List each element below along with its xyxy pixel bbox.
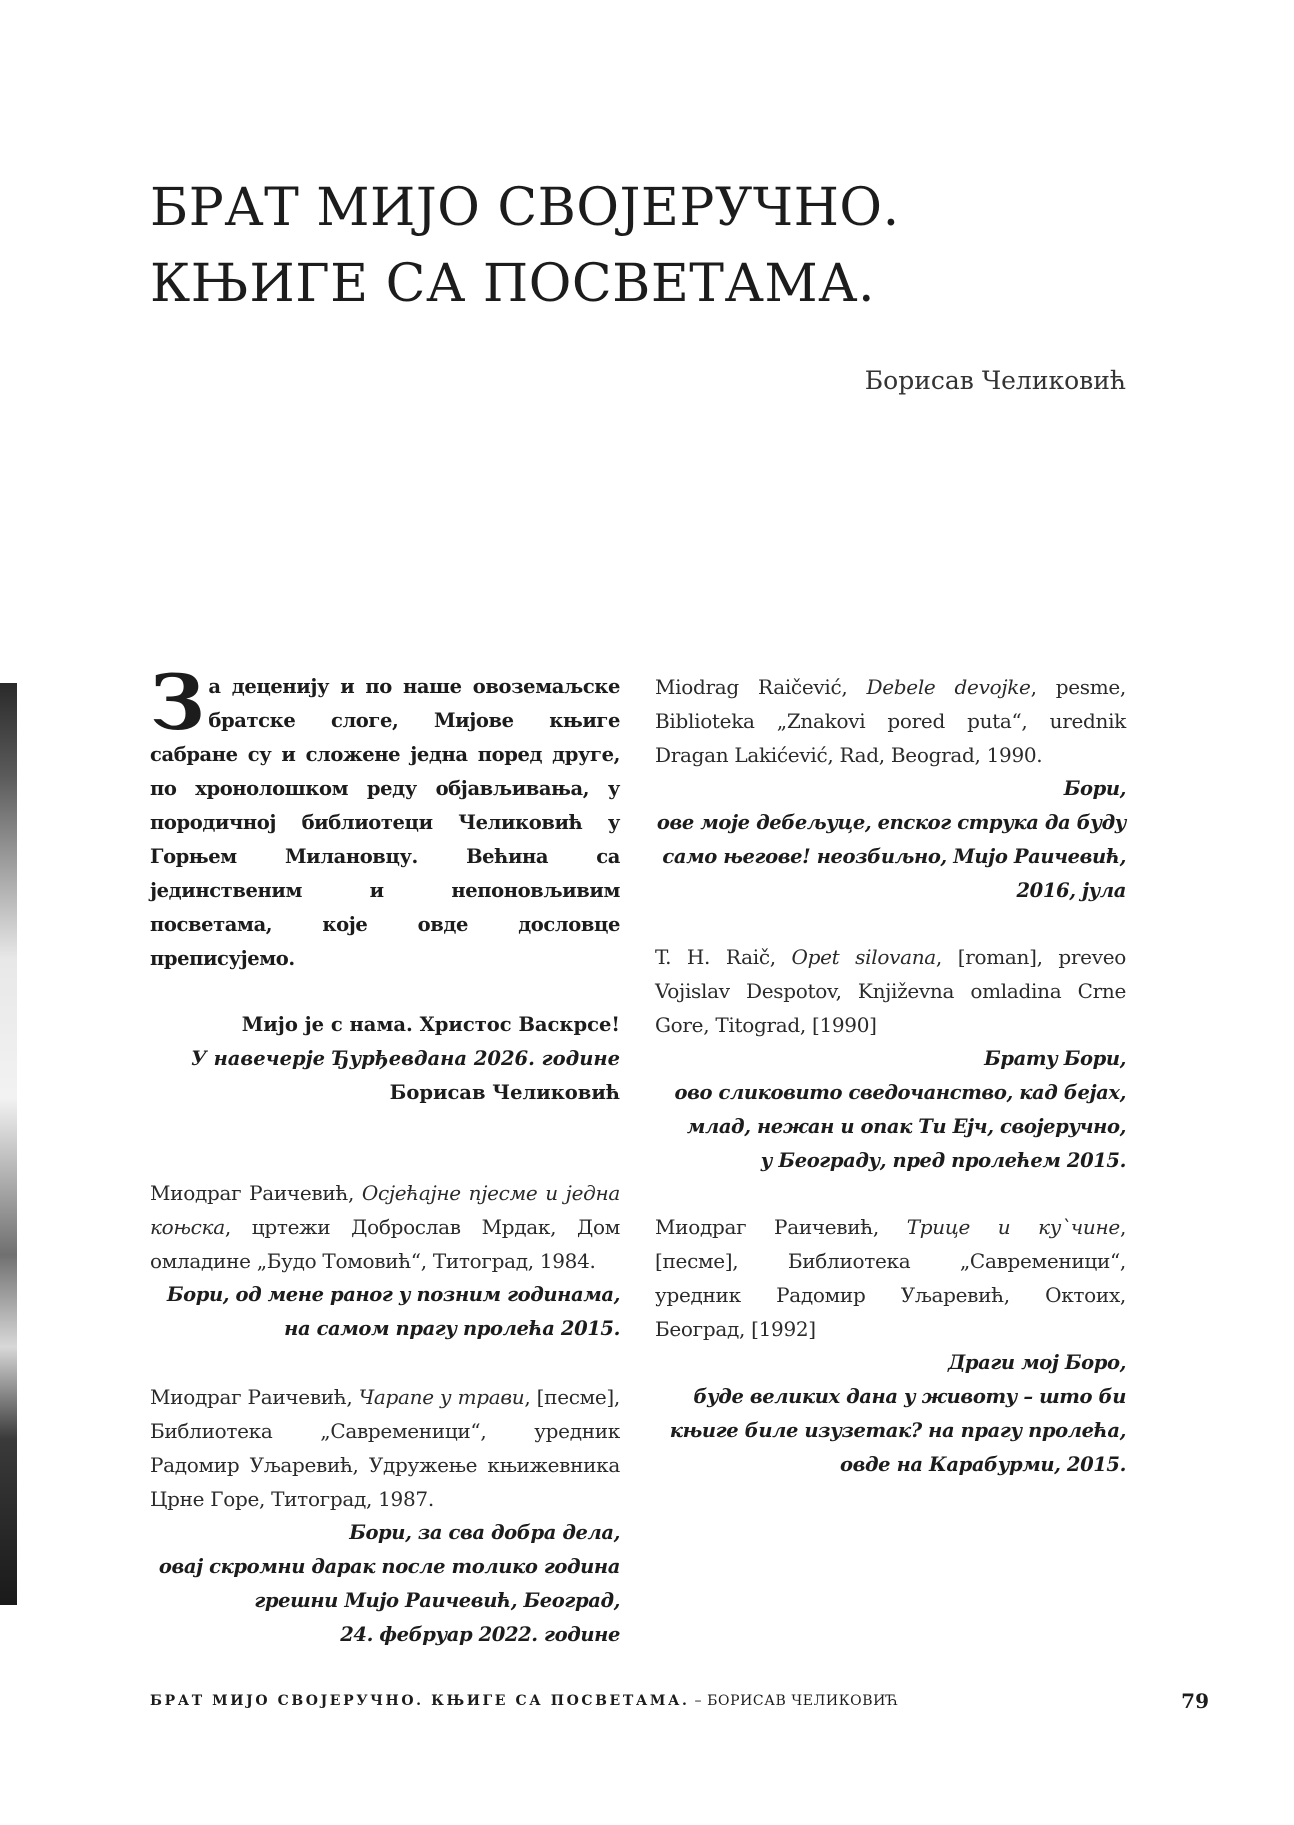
page-number: 79 bbox=[1181, 1689, 1209, 1713]
book-entry bbox=[655, 1210, 1126, 1346]
entry-details: , [песме], Библиотека „Савременици“, уредник Радомир Уљаревић, Удружење књижевника Црне Горе, Титоград, 1987. bbox=[150, 1385, 620, 1511]
right-column bbox=[655, 670, 1126, 1482]
book-entry bbox=[655, 670, 1126, 772]
entry-author: Миодраг Раичевић, bbox=[655, 1215, 907, 1239]
dedication-line: овде на Карабурми, 2015. bbox=[840, 1453, 1126, 1476]
entry-author: Миодраг Раичевић, bbox=[150, 1385, 359, 1409]
signature-line-1: Мијо је с нама. Христос Васкрсе! bbox=[241, 1013, 620, 1036]
entry-author: Miodrag Raičević, bbox=[655, 675, 867, 699]
dedication-line: млад, нежан и опак Ти Ејч, својеручно, bbox=[686, 1115, 1126, 1138]
dedication-line: Бори, од мене раног у позним годинама, bbox=[166, 1283, 620, 1306]
dedication bbox=[655, 1042, 1126, 1178]
entry-details: , цртежи Доброслав Мрдак, Дом омладине „Будо Томовић“, Титоград, 1984. bbox=[150, 1215, 620, 1273]
running-footer bbox=[150, 1693, 899, 1709]
title-line-2: КЊИГЕ СА ПОСВЕТАМА. bbox=[150, 254, 876, 314]
dedication-line: Брату Бори, bbox=[984, 1047, 1126, 1070]
signature-line-3: Борисав Челиковић bbox=[389, 1081, 620, 1104]
entry-details: , [песме], Библиотека „Савременици“, уредник Радомир Уљаревић, Октоих, Београд, [1992] bbox=[655, 1215, 1126, 1341]
dedication bbox=[655, 1346, 1126, 1482]
dedication-line: 24. фебруар 2022. године bbox=[340, 1623, 620, 1646]
entry-author: Миодраг Раичевић, bbox=[150, 1181, 362, 1205]
book-entry bbox=[655, 940, 1126, 1042]
footer-author: – БОРИСАВ ЧЕЛИКОВИЋ bbox=[689, 1693, 899, 1709]
entry-details: , pesme, Biblioteka „Znakovi pored puta“, urednik Dragan Lakićević, Rad, Beograd, 1990. bbox=[655, 675, 1126, 767]
dedication bbox=[655, 772, 1126, 908]
entry-title: Opet silovana bbox=[791, 945, 936, 969]
entry-author: T. H. Raič, bbox=[655, 945, 792, 969]
dedication-line: ово сликовито сведочанство, кад бејах, bbox=[674, 1081, 1126, 1104]
dedication-line: Бори, за сва добра дела, bbox=[349, 1521, 620, 1544]
dedication-line: на самом прагу пролећа 2015. bbox=[284, 1317, 620, 1340]
author-name: Борисав Челиковић bbox=[864, 366, 1126, 395]
left-column bbox=[150, 658, 620, 1652]
drop-cap: З bbox=[150, 658, 205, 747]
dedication-line: 2016, јула bbox=[1016, 879, 1126, 902]
entry-title: Трице и ку`чине bbox=[906, 1215, 1120, 1239]
dedication-line: овај скромни дарак после толико година bbox=[158, 1555, 620, 1578]
editor-signature bbox=[150, 1008, 620, 1110]
entry-title: Debele devojke bbox=[866, 675, 1031, 699]
page-title bbox=[150, 170, 900, 322]
footer-title: БРАТ МИЈО СВОЈЕРУЧНО. КЊИГЕ СА ПОСВЕТАМА. bbox=[150, 1693, 690, 1709]
entry-details: , [roman], preveo Vojislav Despotov, Književna omladina Crne Gore, Titograd, [1990] bbox=[655, 945, 1126, 1037]
book-entry bbox=[150, 1380, 620, 1516]
dedication bbox=[150, 1278, 620, 1346]
dedication-line: Драги мој Боро, bbox=[947, 1351, 1126, 1374]
dedication-line: ове моје дебељуце, епског струка да буду bbox=[656, 811, 1126, 834]
dedication bbox=[150, 1516, 620, 1652]
dedication-line: буде великих дана у животу – што би bbox=[693, 1385, 1126, 1408]
intro-paragraph bbox=[150, 658, 620, 976]
title-line-1: БРАТ МИЈО СВОЈЕРУЧНО. bbox=[150, 178, 900, 238]
book-entry bbox=[150, 1176, 620, 1278]
intro-text: а деценију и по наше овоземаљске братске слоге, Мијове књиге сабране су и сложене једна поред друге, по хронолошком реду објављивања, у породичној библиотеци Челиковић у Горњем Милановцу. Већина са јединственим и непоновљивим посветама, које овде дословце преписујемо. bbox=[150, 675, 620, 970]
dedication-line: књиге биле изузетак? на прагу пролећа, bbox=[669, 1419, 1126, 1442]
signature-line-2: У навечерје Ђурђевдана 2026. године bbox=[190, 1047, 620, 1070]
entry-title: Чарапе у трави bbox=[358, 1385, 525, 1409]
edge-photograph bbox=[0, 683, 17, 1605]
dedication-line: у Београду, пред пролећем 2015. bbox=[760, 1149, 1126, 1172]
entry-title: Осјећајне пјесме и једна коњска bbox=[150, 1181, 620, 1239]
dedication-line: Бори, bbox=[1063, 777, 1126, 800]
dedication-line: само његове! неозбиљно, Мијо Раичевић, bbox=[662, 845, 1126, 868]
dedication-line: грешни Мијо Раичевић, Београд, bbox=[254, 1589, 620, 1612]
